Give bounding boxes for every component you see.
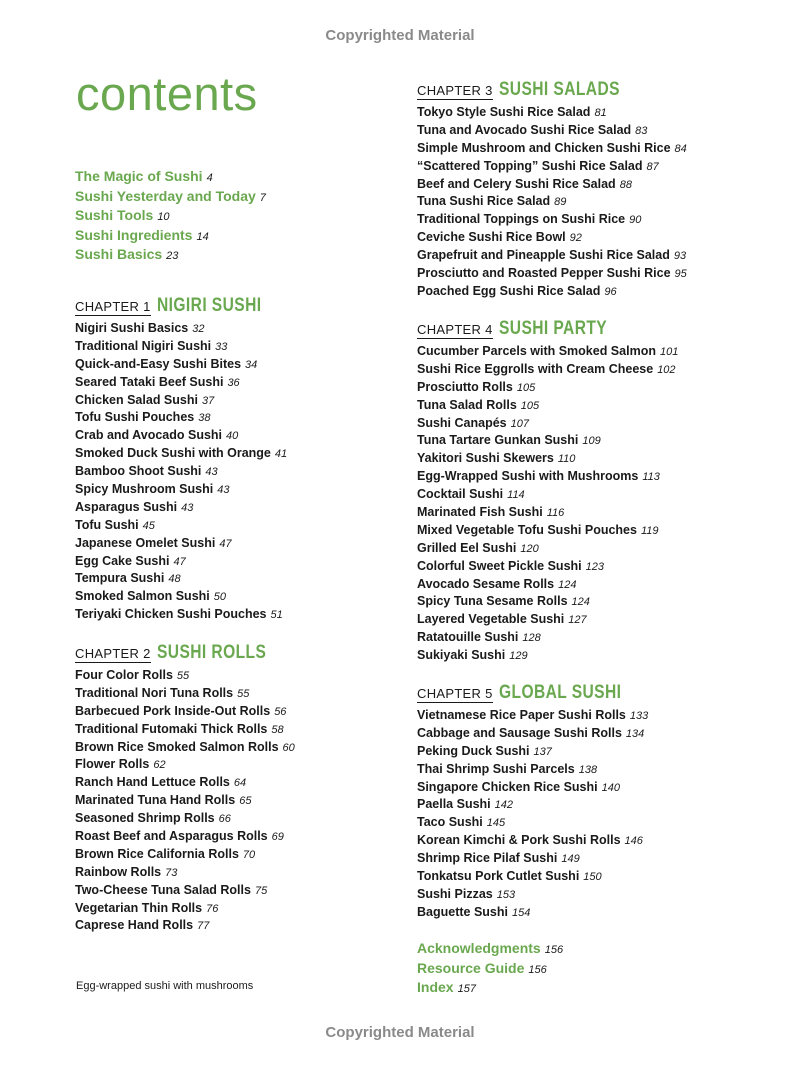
page-number: 96 <box>604 285 617 298</box>
page-number: 7 <box>259 191 266 204</box>
recipe-item <box>417 885 648 903</box>
entry-title: Seasoned Shrimp Rolls <box>75 811 215 826</box>
recipe-item <box>417 795 648 813</box>
recipe-item <box>417 760 648 778</box>
entry-title: Simple Mushroom and Chicken Sushi Rice <box>417 140 671 155</box>
page-number: 76 <box>206 902 219 915</box>
watermark-top: Copyrighted Material <box>325 27 475 44</box>
entry-title: Ratatouille Sushi <box>417 630 519 645</box>
page-number: 123 <box>585 560 604 573</box>
recipe-item <box>75 702 295 720</box>
recipe-item <box>417 414 678 432</box>
entry-title: Colorful Sweet Pickle Sushi <box>417 558 582 573</box>
page-number: 93 <box>673 250 687 263</box>
entry-title: Tofu Sushi <box>75 517 139 532</box>
entry-title: Smoked Salmon Sushi <box>75 589 210 604</box>
entry-title: Mixed Vegetable Tofu Sushi Pouches <box>417 522 637 537</box>
entry-title: Egg-Wrapped Sushi with Mushrooms <box>417 469 639 484</box>
recipe-item <box>75 666 295 684</box>
entry-title: Singapore Chicken Rice Sushi <box>417 779 598 794</box>
entry-title: Tofu Sushi Pouches <box>75 410 195 425</box>
entry-title: Sushi Yesterday and Today <box>75 187 256 204</box>
page-number: 56 <box>274 705 287 718</box>
chapter-label: CHAPTER 5 <box>417 686 493 701</box>
entry-title: Tonkatsu Pork Cutlet Sushi <box>417 869 580 884</box>
recipe-item <box>417 557 678 575</box>
recipe-item <box>417 449 678 467</box>
entry-title: Spicy Mushroom Sushi <box>75 482 214 497</box>
entry-title: Seared Tataki Beef Sushi <box>75 374 224 389</box>
recipe-item <box>75 587 287 605</box>
entry-title: Flower Rolls <box>75 757 150 772</box>
recipe-item <box>75 738 295 756</box>
entry-title: Peking Duck Sushi <box>417 743 530 758</box>
entry-title: Four Color Rolls <box>75 668 173 682</box>
entry-title: Grapefruit and Pineapple Sushi Rice Salad <box>417 248 670 263</box>
recipe-item <box>75 337 287 355</box>
page-number: 157 <box>457 983 476 995</box>
recipe-item <box>417 121 687 139</box>
recipe-item <box>75 569 287 587</box>
front-matter-item <box>75 167 266 187</box>
chapter-heading <box>417 318 678 342</box>
chapter-title: SUSHI ROLLS <box>156 642 266 663</box>
page-number: 47 <box>173 555 186 568</box>
page-number: 81 <box>594 107 607 119</box>
recipe-item <box>75 827 295 845</box>
recipe-item <box>75 408 287 426</box>
entry-title: Prosciutto and Roasted Pepper Sushi Rice <box>417 266 671 281</box>
entry-title: Layered Vegetable Sushi <box>417 612 565 627</box>
back-matter-list <box>417 939 563 998</box>
recipe-item <box>75 791 295 809</box>
page-number: 156 <box>528 963 547 976</box>
page-number: 105 <box>520 399 540 412</box>
page-number: 95 <box>674 268 687 281</box>
entry-title: Vegetarian Thin Rolls <box>75 900 203 915</box>
back-matter-item <box>417 939 563 959</box>
page-number: 23 <box>166 250 179 262</box>
entry-title: Sukiyaki Sushi <box>417 648 506 663</box>
page-number: 142 <box>494 799 514 812</box>
page-number: 90 <box>629 214 642 227</box>
entry-title: Bamboo Shoot Sushi <box>75 464 202 479</box>
entry-title: Beef and Celery Sushi Rice Salad <box>417 176 616 191</box>
entry-title: Korean Kimchi & Pork Sushi Rolls <box>417 833 621 848</box>
entry-title: Roast Beef and Asparagus Rolls <box>75 829 268 844</box>
front-matter-item <box>75 245 266 265</box>
photo-caption: Egg-wrapped sushi with mushrooms <box>76 980 254 992</box>
entry-title: Cocktail Sushi <box>417 487 504 502</box>
recipe-item <box>75 319 287 337</box>
entry-title: Brown Rice Smoked Salmon Rolls <box>75 739 279 754</box>
page-number: 102 <box>657 363 676 376</box>
entry-title: Rainbow Rolls <box>75 864 162 879</box>
entry-title: Baguette Sushi <box>417 904 508 919</box>
page-number: 69 <box>271 831 284 844</box>
page-number: 133 <box>629 710 649 722</box>
page-number: 124 <box>558 578 577 591</box>
page-number: 62 <box>153 759 166 772</box>
recipe-item <box>417 706 648 724</box>
recipe-item <box>417 157 687 175</box>
recipe-item <box>417 282 687 300</box>
page-number: 75 <box>254 884 268 897</box>
recipe-item <box>75 809 295 827</box>
page-number: 64 <box>233 777 247 790</box>
page-number: 137 <box>533 745 552 758</box>
recipe-item <box>417 831 648 849</box>
entry-title: Smoked Duck Sushi with Orange <box>75 446 271 461</box>
page-number: 66 <box>218 813 231 826</box>
watermark-bottom: Copyrighted Material <box>325 1024 475 1041</box>
entry-title: Traditional Futomaki Thick Rolls <box>75 721 268 736</box>
recipe-item <box>417 175 687 193</box>
page-number: 154 <box>512 906 531 919</box>
chapter-heading <box>417 79 687 103</box>
recipe-item <box>75 916 295 934</box>
recipe-item <box>417 610 678 628</box>
recipe-item <box>417 867 648 885</box>
entry-title: Cabbage and Sausage Sushi Rolls <box>417 725 622 740</box>
page-number: 149 <box>561 853 580 866</box>
recipe-item <box>417 396 678 414</box>
recipe-item <box>75 845 295 863</box>
page-number: 83 <box>635 124 648 137</box>
page-number: 88 <box>619 178 632 191</box>
recipe-item <box>75 552 287 570</box>
chapter-heading <box>417 682 648 706</box>
page-number: 120 <box>520 542 539 555</box>
recipe-item <box>417 742 648 760</box>
page-number: 10 <box>157 211 170 223</box>
page-number: 55 <box>176 670 190 682</box>
recipe-item <box>417 503 678 521</box>
recipe-item <box>417 378 678 396</box>
page-number: 107 <box>510 417 529 430</box>
page-number: 119 <box>640 524 659 537</box>
chapter-title: SUSHI SALADS <box>498 79 620 100</box>
entry-title: Prosciutto Rolls <box>417 379 513 394</box>
page-number: 43 <box>181 501 194 514</box>
recipe-item <box>417 646 678 664</box>
entry-title: Avocado Sesame Rolls <box>417 576 555 591</box>
page-number: 34 <box>245 358 258 371</box>
chapter-title: GLOBAL SUSHI <box>498 682 622 703</box>
recipe-item <box>417 264 687 282</box>
entry-title: Ceviche Sushi Rice Bowl <box>417 230 566 245</box>
page-number: 87 <box>646 160 659 173</box>
page-number: 105 <box>516 381 536 394</box>
page-number: 89 <box>554 196 567 209</box>
entry-title: Sushi Basics <box>75 246 163 262</box>
page-number: 153 <box>496 888 516 901</box>
recipe-item <box>417 575 678 593</box>
recipe-item <box>417 467 678 485</box>
entry-title: Shrimp Rice Pilaf Sushi <box>417 851 558 866</box>
entry-title: Traditional Nori Tuna Rolls <box>75 685 234 700</box>
page-number: 58 <box>271 723 284 736</box>
front-matter-list <box>75 167 266 265</box>
recipe-item <box>417 813 648 831</box>
page-number: 114 <box>507 489 525 502</box>
back-matter-item <box>417 959 563 979</box>
recipe-item <box>75 773 295 791</box>
recipe-item <box>417 778 648 796</box>
recipe-item <box>75 426 287 444</box>
page-number: 101 <box>659 346 679 358</box>
recipe-item <box>75 534 287 552</box>
recipe-item <box>75 444 287 462</box>
recipe-item <box>417 521 678 539</box>
entry-title: Poached Egg Sushi Rice Salad <box>417 283 601 298</box>
page-number: 73 <box>165 866 178 879</box>
entry-title: Sushi Pizzas <box>417 886 493 901</box>
entry-title: Tuna Sushi Rice Salad <box>417 194 551 209</box>
page-number: 140 <box>601 781 620 794</box>
chapter-heading <box>75 642 295 666</box>
chapter-4-section <box>417 318 678 664</box>
front-matter-item <box>75 206 266 226</box>
recipe-item <box>417 103 687 121</box>
entry-title: “Scattered Topping” Sushi Rice Salad <box>417 158 643 173</box>
page-number: 65 <box>239 795 252 808</box>
chapter-2-section <box>75 642 295 934</box>
entry-title: Marinated Fish Sushi <box>417 505 543 520</box>
recipe-item <box>75 684 295 702</box>
page-number: 128 <box>522 632 541 645</box>
entry-title: Sushi Rice Eggrolls with Cream Cheese <box>417 361 654 376</box>
recipe-item <box>75 720 295 738</box>
entry-title: Crab and Avocado Sushi <box>75 428 223 443</box>
page-number: 40 <box>226 430 239 443</box>
entry-title: Thai Shrimp Sushi Parcels <box>417 761 575 776</box>
entry-title: Vietnamese Rice Paper Sushi Rolls <box>417 708 626 722</box>
chapter-title: NIGIRI SUSHI <box>156 295 262 316</box>
recipe-item <box>417 485 678 503</box>
page-number: 110 <box>557 453 576 466</box>
recipe-item <box>75 373 287 391</box>
page-number: 145 <box>486 817 506 830</box>
recipe-item <box>75 881 295 899</box>
entry-title: Japanese Omelet Sushi <box>75 535 216 550</box>
recipe-item <box>75 755 295 773</box>
page-number: 36 <box>227 376 240 389</box>
entry-title: Brown Rice California Rolls <box>75 846 239 861</box>
page-number: 84 <box>674 142 687 155</box>
chapter-5-section <box>417 682 648 921</box>
entry-title: Asparagus Sushi <box>75 499 178 514</box>
recipe-item <box>417 849 648 867</box>
page-number: 156 <box>544 944 564 956</box>
chapter-heading <box>75 295 287 319</box>
page-number: 4 <box>206 172 213 184</box>
entry-title: Quick-and-Easy Sushi Bites <box>75 356 242 371</box>
page-number: 138 <box>578 763 598 776</box>
entry-title: Grilled Eel Sushi <box>417 540 517 555</box>
entry-title: Traditional Nigiri Sushi <box>75 338 212 353</box>
entry-title: Egg Cake Sushi <box>75 553 170 568</box>
entry-title: Tempura Sushi <box>75 571 165 586</box>
page-number: 33 <box>215 340 228 353</box>
recipe-item <box>417 724 648 742</box>
page-number: 41 <box>274 448 288 461</box>
entry-title: Cucumber Parcels with Smoked Salmon <box>417 344 656 358</box>
chapter-label: CHAPTER 4 <box>417 322 493 337</box>
page-number: 113 <box>642 471 660 484</box>
page-number: 45 <box>142 519 155 532</box>
recipe-item <box>75 899 295 917</box>
page-number: 60 <box>282 741 295 754</box>
page-number: 32 <box>192 323 205 335</box>
page-title: contents <box>76 67 258 120</box>
entry-title: Yakitori Sushi Skewers <box>417 451 554 466</box>
page-number: 48 <box>168 573 181 586</box>
page-number: 38 <box>198 412 211 425</box>
page-number: 70 <box>242 848 256 861</box>
entry-title: Resource Guide <box>417 959 525 976</box>
recipe-item <box>417 210 687 228</box>
entry-title: The Magic of Sushi <box>75 168 203 184</box>
entry-title: Taco Sushi <box>417 815 483 830</box>
page-number: 43 <box>217 484 230 497</box>
entry-title: Tuna and Avocado Sushi Rice Salad <box>417 122 632 137</box>
recipe-item <box>417 431 678 449</box>
entry-title: Tuna Salad Rolls <box>417 397 517 412</box>
chapter-label: CHAPTER 2 <box>75 646 151 661</box>
entry-title: Teriyaki Chicken Sushi Pouches <box>75 607 267 622</box>
front-matter-item <box>75 226 266 246</box>
recipe-item <box>417 592 678 610</box>
recipe-item <box>75 480 287 498</box>
entry-title: Marinated Tuna Hand Rolls <box>75 793 236 808</box>
recipe-item <box>75 605 287 623</box>
entry-title: Tokyo Style Sushi Rice Salad <box>417 105 591 119</box>
entry-title: Paella Sushi <box>417 797 491 812</box>
recipe-item <box>75 863 295 881</box>
entry-title: Barbecued Pork Inside-Out Rolls <box>75 703 271 718</box>
page-number: 116 <box>546 507 565 520</box>
page-number: 109 <box>582 435 601 448</box>
page-number: 14 <box>196 230 209 243</box>
entry-title: Sushi Ingredients <box>75 226 193 243</box>
recipe-item <box>75 516 287 534</box>
recipe-item <box>417 228 687 246</box>
page-number: 50 <box>213 591 227 604</box>
recipe-item <box>417 903 648 921</box>
entry-title: Index <box>417 979 454 995</box>
recipe-item <box>75 355 287 373</box>
entry-title: Nigiri Sushi Basics <box>75 321 189 335</box>
page-number: 134 <box>625 727 645 740</box>
chapter-label: CHAPTER 1 <box>75 299 151 314</box>
entry-title: Caprese Hand Rolls <box>75 918 194 933</box>
recipe-item <box>75 462 287 480</box>
page-number: 129 <box>509 650 528 663</box>
page-number: 92 <box>569 232 582 245</box>
entry-title: Chicken Salad Sushi <box>75 392 198 407</box>
chapter-1-section <box>75 295 287 623</box>
page-number: 146 <box>624 835 643 848</box>
page-number: 47 <box>219 537 232 550</box>
page-number: 51 <box>270 609 283 622</box>
recipe-item <box>417 342 678 360</box>
entry-title: Acknowledgments <box>417 940 541 956</box>
entry-title: Spicy Tuna Sesame Rolls <box>417 594 568 609</box>
recipe-item <box>417 539 678 557</box>
recipe-item <box>417 628 678 646</box>
front-matter-item <box>75 187 266 207</box>
recipe-item <box>75 391 287 409</box>
entry-title: Ranch Hand Lettuce Rolls <box>75 775 230 790</box>
page-number: 55 <box>237 687 250 700</box>
chapter-3-section <box>417 79 687 300</box>
page-number: 37 <box>201 394 215 407</box>
chapter-label: CHAPTER 3 <box>417 83 493 98</box>
page-number: 150 <box>583 871 602 884</box>
chapter-title: SUSHI PARTY <box>498 318 607 339</box>
recipe-item <box>417 192 687 210</box>
page-number: 127 <box>568 614 587 627</box>
entry-title: Two-Cheese Tuna Salad Rolls <box>75 882 251 897</box>
back-matter-item <box>417 978 563 998</box>
entry-title: Tuna Tartare Gunkan Sushi <box>417 433 579 448</box>
page-number: 43 <box>205 466 218 479</box>
page-number: 124 <box>571 596 590 609</box>
recipe-item <box>75 498 287 516</box>
recipe-item <box>417 360 678 378</box>
page-number: 77 <box>197 920 210 933</box>
recipe-item <box>417 139 687 157</box>
entry-title: Sushi Canapés <box>417 415 507 430</box>
recipe-item <box>417 246 687 264</box>
entry-title: Sushi Tools <box>75 207 154 223</box>
entry-title: Traditional Toppings on Sushi Rice <box>417 212 626 227</box>
